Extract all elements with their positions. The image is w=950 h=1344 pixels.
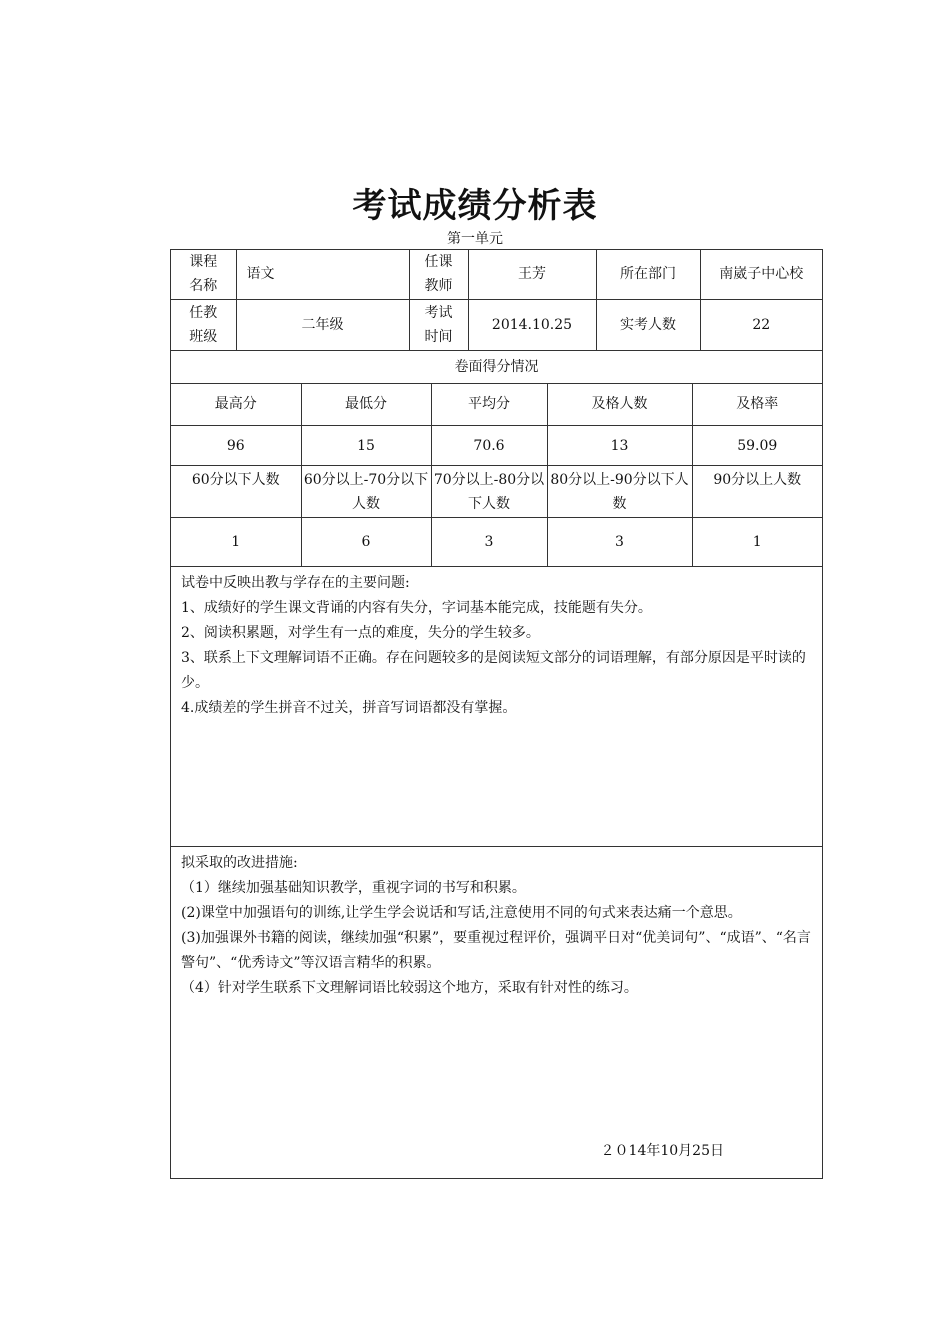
measures-section [171, 847, 822, 1177]
dist-value: 1 [692, 518, 822, 567]
problem-item: 4.成绩差的学生拼音不过关，拼音写词语都没有掌握。 [181, 700, 517, 716]
dept-label: 所在部门 [596, 250, 700, 299]
measure-item: (2)课堂中加强语句的训练,让学生学会说话和写话,注意使用不同的句式来表达痛一个意思。 [181, 905, 742, 921]
measure-item: （1）继续加强基础知识教学，重视字词的书写和积累。 [181, 880, 526, 896]
measure-item: （4）针对学生联系下文理解词语比较弱这个地方，采取有针对性的练习。 [181, 980, 638, 996]
stat-header: 及格率 [692, 384, 822, 426]
dist-header: 80分以上-90分以下人数 [547, 466, 692, 518]
course-value: 语文 [236, 250, 409, 299]
info-table [171, 250, 822, 384]
dist-value: 3 [547, 518, 692, 567]
count-label: 实考人数 [596, 299, 700, 350]
dist-header: 70分以上-80分以下人数 [431, 466, 547, 518]
unit-subtitle: 第一单元 [447, 231, 503, 247]
report-date: ２０14年10月25日 [600, 1143, 724, 1159]
class-label: 任教 班级 [171, 299, 236, 350]
problems-section [171, 567, 822, 847]
stat-header: 最高分 [171, 384, 301, 426]
problem-item: 2、阅读积累题，对学生有一点的难度，失分的学生较多。 [181, 625, 540, 641]
score-section-heading: 卷面得分情况 [171, 350, 822, 383]
dist-value: 3 [431, 518, 547, 567]
problem-item: 3、联系上下文理解词语不正确。存在问题较多的是阅读短文部分的词语理解，有部分原因是平时读的少。 [181, 650, 806, 691]
class-value: 二年级 [236, 299, 409, 350]
measure-item: (3)加强课外书籍的阅读，继续加强“积累”，要重视过程评价，强调平日对“优美词句”、“成语”、“名言警句”、“优秀诗文”等汉语言精华的积累。 [181, 930, 811, 971]
stat-value: 59.09 [692, 426, 822, 466]
problems-heading: 试卷中反映出教与学存在的主要问题: [181, 575, 410, 591]
stat-value: 13 [547, 426, 692, 466]
dept-value: 南崴子中心校 [700, 250, 822, 299]
dist-value: 1 [171, 518, 301, 567]
exam-time-label: 考试 时间 [409, 299, 468, 350]
dist-value: 6 [301, 518, 431, 567]
teacher-value: 王芳 [468, 250, 596, 299]
count-value: 22 [700, 299, 822, 350]
stat-header: 及格人数 [547, 384, 692, 426]
analysis-sheet [170, 249, 823, 1179]
dist-header: 60分以下人数 [171, 466, 301, 518]
problem-item: 1、成绩好的学生课文背诵的内容有失分，字词基本能完成，技能题有失分。 [181, 600, 652, 616]
dist-header: 60分以上-70分以下人数 [301, 466, 431, 518]
measures-heading: 拟采取的改进措施: [181, 855, 298, 871]
dist-header: 90分以上人数 [692, 466, 822, 518]
stat-header: 最低分 [301, 384, 431, 426]
page-title: 考试成绩分析表 [352, 186, 598, 226]
exam-time-value: 2014.10.25 [468, 299, 596, 350]
course-label: 课程 名称 [171, 250, 236, 299]
stat-value: 15 [301, 426, 431, 466]
stats-table [171, 384, 822, 568]
stat-value: 96 [171, 426, 301, 466]
teacher-label: 任课 教师 [409, 250, 468, 299]
stat-header: 平均分 [431, 384, 547, 426]
stat-value: 70.6 [431, 426, 547, 466]
